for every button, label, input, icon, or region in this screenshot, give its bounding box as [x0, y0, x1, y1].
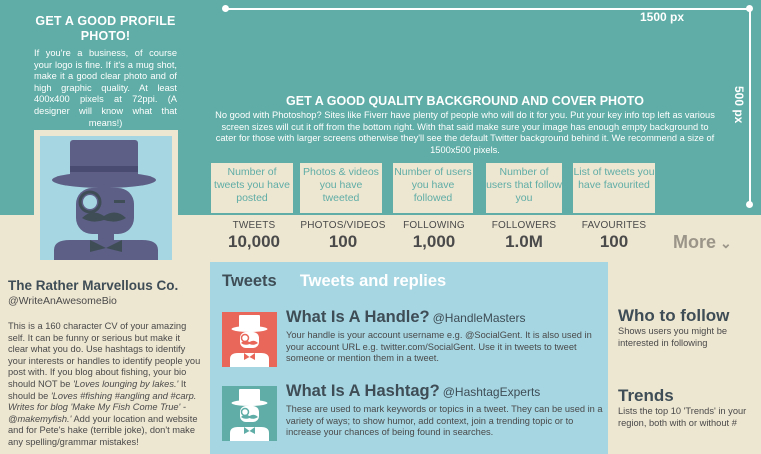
stat-tip-followers: Number of users that follow you — [486, 163, 562, 213]
profile-tip-title: GET A GOOD PROFILE PHOTO! — [35, 14, 176, 43]
stat-label: FOLLOWING — [403, 220, 465, 231]
height-dimension-label: 500 px — [732, 86, 746, 124]
stat-value: 10,000 — [228, 232, 280, 251]
trends-text: Lists the top 10 'Trends' in your region, both with or without # — [618, 406, 747, 428]
stat-label: TWEETS — [232, 220, 276, 231]
trends-section — [618, 386, 758, 429]
tab-tweets-and-replies[interactable]: Tweets and replies — [299, 272, 447, 290]
tab-tweets[interactable]: Tweets — [222, 272, 277, 290]
stat-label: PHOTOS/VIDEOS — [300, 220, 386, 231]
stat-label: FAVOURITES — [581, 220, 647, 231]
background-tip-text: No good with Photoshop? Sites like Fiverr have plenty of people who will do it for you. Put your key info top left as various screen sizes will cut it off from the bottom right. With that said make sure your image has enough empty background to cater for those with larger screens otherwise they'll see the default Twitter background behind it. We recommend a size of 1500x500 pixels. — [215, 110, 715, 155]
bio-example-bad: 'Loves lounging by lakes.' — [72, 378, 179, 389]
profile-photo-tip — [34, 14, 177, 129]
height-dimension-line — [749, 8, 751, 204]
stat-favourites[interactable] — [574, 220, 654, 252]
avatar-illustration — [40, 136, 172, 260]
profile-handle[interactable]: @WriteAnAwesomeBio — [8, 295, 117, 307]
stat-value: 1,000 — [412, 232, 456, 251]
who-to-follow-title[interactable]: Who to follow — [618, 306, 730, 325]
tweet-title-text: What Is A Hashtag? — [286, 382, 440, 400]
tweet-body: Your handle is your account username e.g. @SocialGent. It is also used in your account URL e.g. twitter.com/SocialGent. Use it in tweets to tweet someone or mention them in a tweet. — [286, 330, 592, 364]
gentleman-coral-avatar-icon — [222, 312, 277, 367]
stat-tweets[interactable] — [214, 220, 294, 252]
profile-tip-text: If you're a business, of course your logo is fine. If it's a mug shot, make it a good clear photo and of high graphic quality. At least 400x400 pixels at 72ppi. (A designer will know what that means!) — [34, 48, 177, 128]
tweet-avatar[interactable] — [222, 386, 277, 441]
background-tip — [210, 94, 720, 156]
stat-photos-videos[interactable] — [300, 220, 386, 252]
timeline-tabs — [222, 271, 464, 291]
gentleman-teal-avatar-icon — [222, 386, 277, 441]
tweet-avatar[interactable] — [222, 312, 277, 367]
stat-followers[interactable] — [486, 220, 562, 252]
more-label: More — [673, 232, 717, 252]
stat-following[interactable] — [396, 220, 472, 252]
stat-label: FOLLOWERS — [491, 220, 557, 231]
stat-value: 100 — [599, 232, 629, 251]
more-dropdown-button[interactable] — [673, 232, 732, 253]
tweet-item[interactable] — [222, 308, 602, 372]
who-to-follow-text: Shows users you might be interested in following — [618, 326, 728, 348]
chevron-down-icon: ⌄ — [720, 235, 732, 251]
background-tip-title: GET A GOOD QUALITY BACKGROUND AND COVER PHOTO — [286, 94, 644, 108]
dimension-dot — [222, 5, 229, 12]
stat-value: 1.0M — [505, 232, 543, 251]
dimension-dot — [746, 201, 753, 208]
bio-example-good: 'Loves #fishing #angling and #carp. Writes for blog 'Make My Fish Come True' - @makemyfish.' — [8, 390, 197, 424]
tweet-handle[interactable]: @HashtagExperts — [442, 385, 541, 399]
bio-text: This is a 160 character CV of your amazing self. It can be funny or serious but make it clear what you do. Use hashtags to identify your interests or handles to identify people you post with. If you blog about fishing, your bio should NOT be — [8, 321, 201, 389]
width-dimension-label: 1500 px — [640, 10, 685, 24]
trends-title[interactable]: Trends — [618, 386, 674, 405]
who-to-follow-section — [618, 306, 758, 349]
stat-tip-favourites: List of tweets you have favourited — [573, 163, 655, 213]
bio-text: It should be — [8, 378, 187, 401]
tweet-item[interactable] — [222, 382, 603, 446]
tweet-title — [286, 382, 540, 401]
profile-bio — [8, 321, 202, 449]
profile-info-column — [0, 266, 210, 454]
stat-value: 100 — [328, 232, 358, 251]
stat-tip-following: Number of users you have followed — [393, 163, 473, 213]
bio-text: Add your location and website and for Pete's hake (terrible joke), don't make any spelling/grammar mistakes! — [8, 413, 198, 447]
tweet-handle[interactable]: @HandleMasters — [432, 311, 526, 325]
stat-tip-photos: Photos & videos you have tweeted — [300, 163, 382, 213]
tweet-title — [286, 308, 526, 327]
tweet-title-text: What Is A Handle? — [286, 308, 430, 326]
profile-name: The Rather Marvellous Co. — [8, 278, 179, 293]
tweet-body: These are used to mark keywords or topics in a tweet. They can be used in a variety of ways; to show humor, add context, join a trending topic or to increase your chances of being found in searches. — [286, 404, 603, 438]
stat-tip-tweets: Number of tweets you have posted — [211, 163, 293, 213]
profile-avatar[interactable] — [34, 130, 178, 266]
tweets-timeline — [210, 262, 608, 454]
gentleman-avatar-icon — [40, 136, 172, 260]
right-sidebar — [608, 262, 761, 454]
